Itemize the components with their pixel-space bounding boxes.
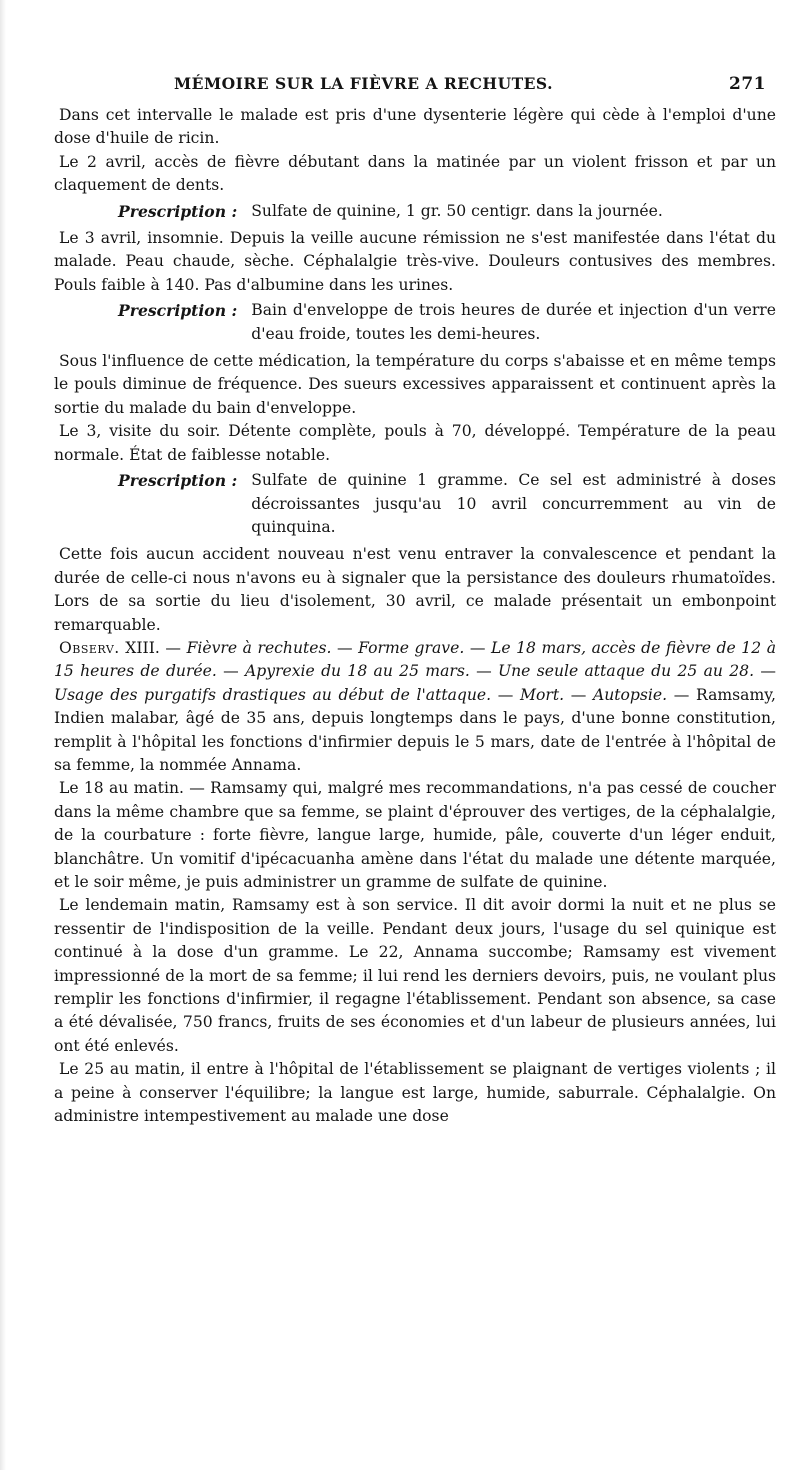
prescription-label: Prescription : [118,471,238,491]
observation-title-1: Fièvre à rechutes. [186,638,332,657]
observation-label: Observ. [59,638,120,657]
observation-title-5: Une seule attaque du 25 au 28. [498,662,755,681]
observation-number: XIII. [125,638,160,657]
paragraph-convalescence: Cette fois aucun accident nouveau n'est venu entraver la convalescence et pendant la durée de celle-ci nous n'avons eu à signaler que la persistance des douleurs rhumatoïdes. Lors de sa sortie du lieu d'isolement, 30 avril, ce malade présentait un embonpoint remarquable. [54,545,776,634]
dash: — [165,638,181,657]
paragraph-march-18: Le 18 au matin. — Ramsamy qui, malgré mes recommandations, n'a pas cessé de coucher dans la même chambre que sa femme, se plaint d'éprouver des vertiges, de la céphalalgie, de la courbature : forte fièvre, langue large, humide, pâle, couverte d'un léger enduit, blanchâtre. Un vomitif d'ipécacuanha amène dans l'état du malade une détente marquée, et le soir même, je puis administrer un gramme de sulfate de quinine. [54,779,776,891]
dash: — [497,685,514,704]
paragraph-march-25: Le 25 au matin, il entre à l'hôpital de l'établissement se plaignant de vertiges violents ; il a peine à conserver l'équilibre; la langue est large, humide, saburrale. Céphalalgie. On administre intempestivement au malade une dose [54,1060,776,1126]
running-title: MÉMOIRE SUR LA FIÈVRE A RECHUTES. [174,74,553,93]
prescription-text: Sulfate de quinine 1 gramme. Ce sel est administré à doses décroissantes jusqu'au 10 avril concurremment au vin de quinquina. [251,471,776,536]
paragraph-april-2: Le 2 avril, accès de fièvre débutant dans la matinée par un violent frisson et par un claquement de dents. [54,152,776,195]
prescription-text: Bain d'enveloppe de trois heures de durée et injection d'un verre d'eau froide, toutes les demi-heures. [251,301,776,343]
paragraph-dysentery: Dans cet intervalle le malade est pris d'une dysenterie légère qui cède à l'emploi d'une dose d'huile de ricin. [54,106,776,148]
prescription-3 [54,469,776,539]
observation-title-4: Apyrexie du 18 au 25 mars. [245,662,470,681]
dash: — [337,638,353,657]
page-number: 271 [729,74,766,94]
observation-title-2: Forme grave. [358,638,465,657]
prescription-1 [54,200,776,223]
observation-xiii-heading [54,637,776,777]
body-text [54,104,776,1128]
observation-title-3: Le 18 mars, accès de fièvre de 12 à 15 heures de durée. [54,638,776,681]
paragraph-next-day: Le lendemain matin, Ramsamy est à son service. Il dit avoir dormi la nuit et ne plus se ressentir de l'indisposition de la veille. Pendant deux jours, l'usage du sel quinique est continué à la dose d'un gramme. Le 22, Annama succombe; Ramsamy est vivement impressionné de la mort de sa femme; il lui rend les derniers devoirs, puis, ne voulant plus remplir les fonctions d'infirmier, il regagne l'établissement. Pendant son absence, sa case a été dévalisée, 750 francs, fruits de ses économies et d'un labeur de plusieurs années, lui ont été enlevés. [54,896,776,1055]
dash: — [760,662,776,681]
observation-title-6: Usage des purgatifs drastiques au début de l'attaque. [54,685,492,704]
paragraph-evening-visit: Le 3, visite du soir. Détente complète, pouls à 70, développé. Température de la peau normale. État de faiblesse notable. [54,422,776,464]
observation-intro: Ramsamy, Indien malabar, âgé de 35 ans, depuis longtemps dans le pays, d'une bonne constitution, remplit à l'hôpital les fonctions d'infirmier depuis le 5 mars, date de l'entrée à l'hôpital de sa femme, la nommée Annama. [54,685,776,774]
dash: — [469,638,486,657]
prescription-text: Sulfate de quinine, 1 gr. 50 centigr. dans la journée. [251,201,663,220]
dash: — [476,662,492,681]
paragraph-medication-effect: Sous l'influence de cette médication, la température du corps s'abaisse et en même temps le pouls diminue de fréquence. Des sueurs excessives apparaissent et continuent après la sortie du malade du bain d'enveloppe. [54,352,776,417]
prescription-label: Prescription : [118,201,238,221]
paragraph-april-3: Le 3 avril, insomnie. Depuis la veille aucune rémission ne s'est manifestée dans l'état du malade. Peau chaude, sèche. Céphalalgie très-vive. Douleurs contusives des membres. Pouls faible à 140. Pas d'albumine dans les urines. [54,229,776,294]
observation-title-7: Mort. [520,685,565,704]
dash: — [223,662,239,681]
prescription-label: Prescription : [118,301,238,321]
running-header [54,60,776,94]
dash: — [570,685,587,704]
prescription-2 [54,299,776,346]
page-spine-shadow [0,0,6,1470]
dash: — [673,685,690,704]
observation-title-8: Autopsie. [592,685,668,704]
